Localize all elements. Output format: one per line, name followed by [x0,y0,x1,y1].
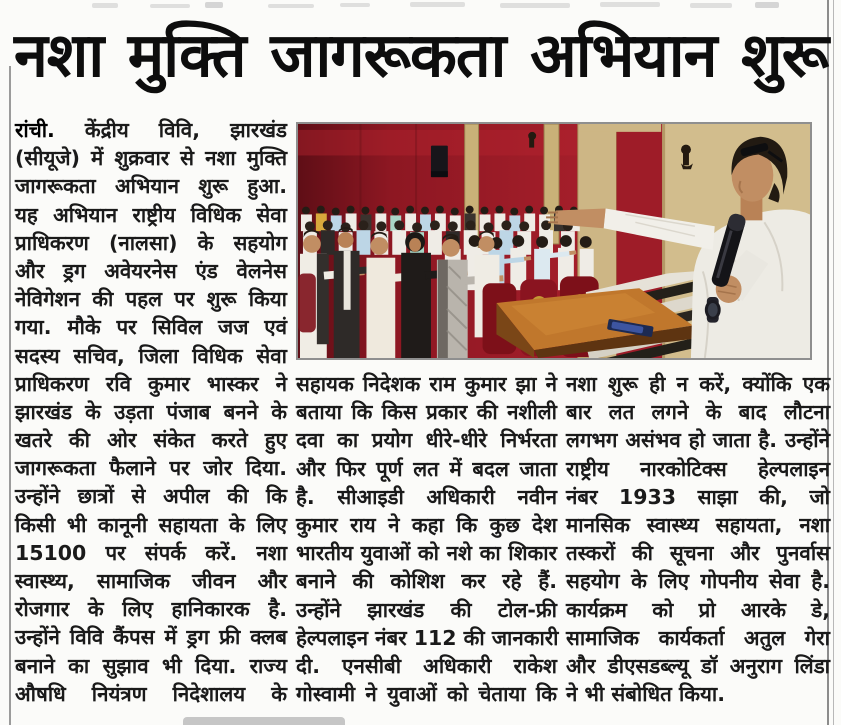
article-line: भारतीय युवाओं को नशे का शिकार [296,541,557,566]
article-line: यह अभियान राष्ट्रीय विधिक सेवा [15,202,287,227]
article-line: लगभग असंभव हो जाता है. उन्होंने [566,428,830,453]
article-line: 15100 पर संपर्क करें. नशा [15,540,287,565]
left-column-rule [9,66,11,725]
article-line: रोजगार के लिए हानिकारक है. [15,597,287,622]
article-line [15,116,287,144]
article-line: सहायक निदेशक राम कुमार झा ने [296,372,557,396]
column-lines [296,370,557,708]
article-line: और डीएसडब्ल्यू डॉ अनुराग लिंडा [566,653,830,678]
article-line: और ड्रग अवेयरनेस एंड वेलनेस [15,258,287,283]
article-line: उन्होंने छात्रों से अपील की कि [15,484,287,509]
article-line: नेविगेशन की पहल पर शुरू किया [15,287,287,312]
article-line: गया. मौके पर सिविल जज एवं [15,315,287,340]
article-line: प्राधिकरण रवि कुमार भास्कर ने [15,371,287,396]
cropped-bottom-element [183,717,345,725]
article-line: जागरूकता अभियान शुरू हुआ. [15,174,287,199]
article-line: झारखंड के उड़ता पंजाब बनने के [15,399,287,424]
article-line: उन्होंने विवि कैंपस में ड्रग फ्री क्लब [15,625,287,650]
wrist-watch [705,297,721,323]
article-line: कार्यक्रम को प्रो आरके डे, [566,597,830,622]
article-line: सामाजिक कार्यकर्ता अतुल गेरा [566,625,830,650]
article-line: राष्ट्रीय नारकोटिक्स हेल्पलाइन [566,456,830,481]
article-line: खतरे की ओर संकेत करते हुए [15,428,287,453]
article-line: किसी भी कानूनी सहायता के लिए [15,512,287,537]
article-line: गोस्वामी ने युवाओं को चेताया कि [296,682,557,707]
event-photo [296,122,812,360]
column-lines [566,370,830,708]
article-line: (सीयूजे) में शुक्रवार से नशा मुक्ति [15,146,287,171]
article-column-1 [15,116,287,708]
auditorium-scene [298,124,810,358]
article-line: बनाने की कोशिश कर रहे हैं. [296,569,557,594]
article-line: नशा शुरू ही न करें, क्योंकि एक [566,372,830,396]
article-line: दवा का प्रयोग धीरे-धीरे निर्भरता [296,428,557,453]
article-line: नंबर 1933 साझा की, जो [566,484,830,509]
dateline: रांची. [15,118,55,142]
article-line: है. सीआइडी अधिकारी नवीन [296,484,557,509]
headline: नशा मुक्ति जागरूकता अभियान शुरू [14,20,828,91]
article-line: सदस्य सचिव, जिला विधिक सेवा [15,343,287,368]
article-line: जागरूकता फैलाने पर जोर दिया. [15,456,287,481]
article-line: बताया कि किस प्रकार की नशीली [296,400,557,425]
article-line: सहयोग के लिए गोपनीय सेवा है. [566,569,830,594]
article-line: उन्होंने झारखंड की टोल-फ्री [296,597,557,622]
article-line: दी. एनसीबी अधिकारी राकेश [296,653,557,678]
column-lines [15,144,287,708]
article-line: हेल्पलाइन नंबर 112 की जानकारी [296,625,559,650]
article-line: बार लत लगने के बाद लौटना [566,400,830,425]
article-line: मानसिक स्वास्थ्य सहायता, नशा [566,512,830,537]
article-line: और फिर पूर्ण लत में बदल जाता [296,456,557,481]
article-line: औषधि नियंत्रण निदेशालय के [15,681,287,706]
article-line: स्वास्थ्य, सामाजिक जीवन और [15,569,287,593]
article-column-3 [566,370,830,708]
article-line: तस्करों की सूचना और पुनर्वास [566,541,830,566]
article-line-text: केंद्रीय विवि, झारखंड [84,118,287,142]
article-line: बनाने का सुझाव भी दिया. राज्य [15,653,287,678]
right-page-rule-inner [833,0,834,725]
article-line: ने भी संबोधित किया. [566,682,726,707]
article-column-2 [296,370,557,708]
article-line: कुमार राय ने कहा कि कुछ देश [296,512,557,537]
article-line: प्राधिकरण (नालसा) के सहयोग [15,230,287,255]
